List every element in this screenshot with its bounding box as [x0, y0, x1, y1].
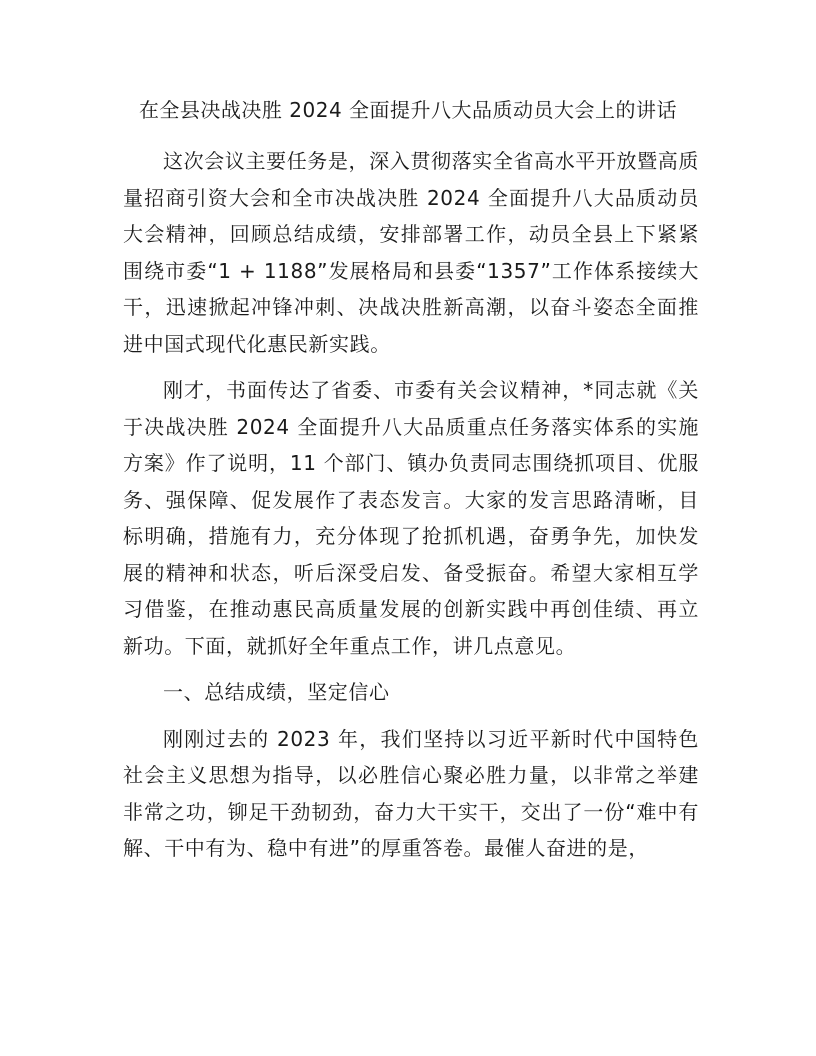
- paragraph-meeting-summary: 刚才，书面传达了省委、市委有关会议精神，*同志就《关于决战决胜 2024 全面提升八大品质重点任务落实体系的实施方案》作了说明，11 个部门、镇办负责同志围绕抓项目、优服务、强保障、促发展作了表态发言。大家的发言思路清晰，目标明确，措施有力，充分体现了抢抓机遇，奋勇争先，加快发展的精神和状态，听后深受启发、备受振奋。希望大家相互学习借鉴，在推动惠民高质量发展的创新实践中再创佳绩、再立新功。下面，就抓好全年重点工作，讲几点意见。: [123, 378, 699, 658]
- paragraph-2023-review: 刚刚过去的 2023 年，我们坚持以习近平新时代中国特色社会主义思想为指导，以必胜信心聚必胜力量，以非常之举建非常之功，铆足干劲韧劲，奋力大干实干，交出了一份“难中有解、干中有为、稳中有进”的厚重答卷。最催人奋进的是，: [123, 726, 699, 860]
- paragraph-meeting-tasks: 这次会议主要任务是，深入贯彻落实全省高水平开放暨高质量招商引资大会和全市决战决胜 2024 全面提升八大品质动员大会精神，回顾总结成绩，安排部署工作，动员全县上下紧紧围绕市委“1 + 1188”发展格局和县委“1357”工作体系接续大干，迅速掀起冲锋冲刺、决战决胜新高潮，以奋斗姿态全面推进中国式现代化惠民新实践。: [123, 149, 699, 356]
- section-heading-1: 一、总结成绩，坚定信心: [163, 680, 390, 704]
- document-body: [123, 143, 699, 867]
- document-title: 在全县决战决胜 2024 全面提升八大品质动员大会上的讲话: [138, 98, 678, 122]
